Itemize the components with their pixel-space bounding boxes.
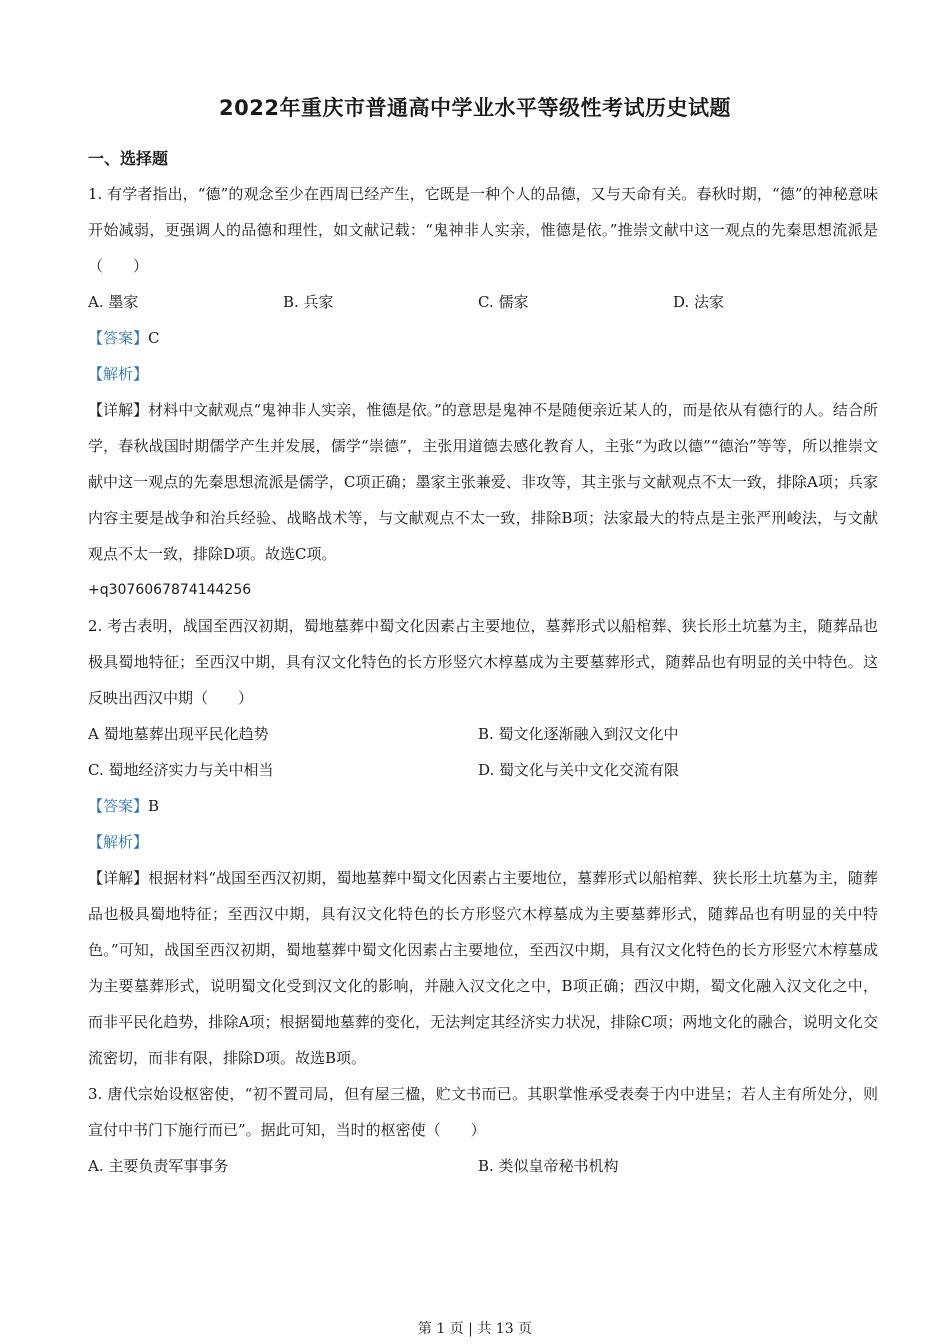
question-2-detail bbox=[88, 860, 878, 1076]
question-2-options-row-2 bbox=[88, 752, 878, 788]
section-heading: 一、选择题 bbox=[88, 149, 169, 168]
option-b: B. 类似皇帝秘书机构 bbox=[478, 1157, 619, 1175]
detail-text: 根据材料“战国至西汉初期，蜀地墓葬中蜀文化因素占主要地位，墓葬形式以船棺葬、狭长形土坑墓为主，随葬品也极具蜀地特征；至西汉中期，具有汉文化特色的长方形竖穴木椁墓成为主要墓葬形式，随葬品也有明显的关中特色。”可知，战国至西汉初期，蜀地墓葬中蜀文化因素占主要地位，至西汉中期，具有汉文化特色的长方形竖穴木椁墓成为主要墓葬形式，说明蜀文化受到汉文化的影响，并融入汉文化之中，B项正确；西汉中期，蜀文化融入汉文化之中，而非平民化趋势，排除A项；根据蜀地墓葬的变化，无法判定其经济实力状况，排除C项；两地文化的融合，说明文化交流密切，而非有限，排除D项。故选B项。 bbox=[88, 869, 878, 1067]
option-c: C. 儒家 bbox=[478, 293, 529, 311]
question-1-detail bbox=[88, 392, 878, 572]
option-b: B. 兵家 bbox=[283, 293, 334, 311]
question-list bbox=[88, 176, 878, 1184]
question-1-options bbox=[88, 284, 878, 320]
question-2-stem: 2. 考古表明，战国至西汉初期，蜀地墓葬中蜀文化因素占主要地位，墓葬形式以船棺葬、狭长形土坑墓为主，随葬品也极具蜀地特征；至西汉中期，具有汉文化特色的长方形竖穴木椁墓成为主要墓葬形式，随葬品也有明显的关中特色。这反映出西汉中期（ ） bbox=[88, 617, 878, 707]
option-a: A. 主要负责军事事务 bbox=[88, 1157, 229, 1175]
question-2-options-row-1 bbox=[88, 716, 878, 752]
question-1-stem: 1. 有学者指出，“德”的观念至少在西周已经产生，它既是一种个人的品德，又与天命有关。春秋时期，“德”的神秘意味开始减弱，更强调人的品德和理性，如文献记载：“鬼神非人实亲，惟德是依。”推崇文献中这一观点的先秦思想流派是（ ） bbox=[88, 185, 878, 275]
question-1-answer bbox=[88, 320, 878, 356]
option-b: B. 蜀文化逐渐融入到汉文化中 bbox=[478, 725, 679, 743]
answer-tag: 【答案】 bbox=[88, 329, 149, 347]
detail-text: 材料中文献观点“鬼神非人实亲，惟德是依。”的意思是鬼神不是随便亲近某人的，而是依从有德行的人。结合所学，春秋战国时期儒学产生并发展，儒学“崇德”，主张用道德去感化教育人，主张“为政以德”“德治”等等，所以推崇文献中这一观点的先秦思想流派是儒学，C项正确；墨家主张兼爱、非攻等，其主张与文献观点不太一致，排除A项；兵家内容主要是战争和治兵经验、战略战术等，与文献观点不太一致，排除B项；法家最大的特点是主张严刑峻法，与文献观点不太一致，排除D项。故选C项。 bbox=[88, 401, 878, 563]
option-d: D. 法家 bbox=[673, 293, 725, 311]
option-a: A. 墨家 bbox=[88, 293, 139, 311]
question-2-answer bbox=[88, 788, 878, 824]
option-d: D. 蜀文化与关中文化交流有限 bbox=[478, 761, 680, 779]
answer-value: B bbox=[148, 797, 160, 815]
page-footer: 第 1 页 | 共 13 页 bbox=[417, 1321, 533, 1337]
answer-tag: 【答案】 bbox=[88, 797, 149, 815]
option-c: C. 蜀地经济实力与关中相当 bbox=[88, 761, 274, 779]
detail-tag: 【详解】 bbox=[88, 869, 149, 887]
question-2-analysis-tag: 【解析】 bbox=[88, 833, 149, 851]
question-3-stem: 3. 唐代宗始设枢密使，“初不置司局，但有屋三楹，贮文书而已。其职掌惟承受表奏于内中进呈；若人主有所处分，则宣付中书门下施行而已”。据此可知，当时的枢密使（ ） bbox=[88, 1085, 878, 1139]
detail-tag: 【详解】 bbox=[88, 401, 149, 419]
question-3-options bbox=[88, 1148, 878, 1184]
option-a: A 蜀地墓葬出现平民化趋势 bbox=[88, 725, 269, 743]
page-title: 2022年重庆市普通高中学业水平等级性考试历史试题 bbox=[219, 96, 731, 120]
question-1-extra: +q3076067874144256 bbox=[88, 582, 252, 598]
question-1-analysis-tag: 【解析】 bbox=[88, 365, 149, 383]
answer-value: C bbox=[148, 329, 160, 347]
